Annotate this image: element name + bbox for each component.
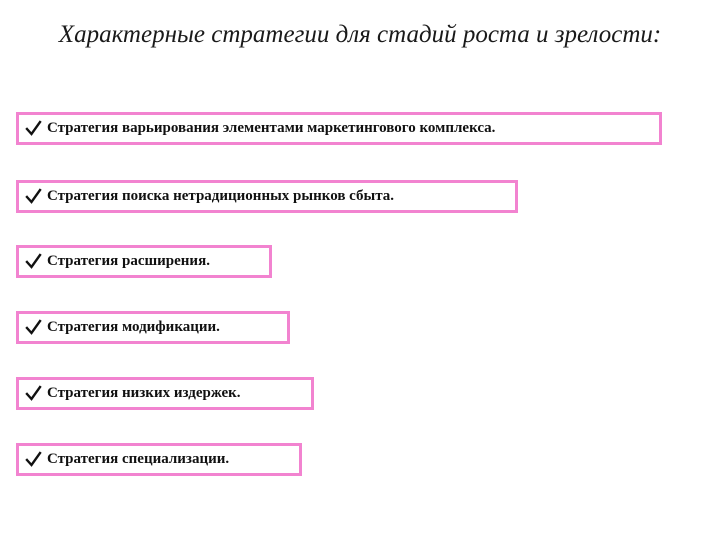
- checkmark-icon: [25, 319, 42, 336]
- checkmark-icon: [25, 385, 42, 402]
- strategy-item-modification: [16, 311, 290, 344]
- strategy-label: Стратегия модификации.: [47, 319, 220, 335]
- strategy-label: Стратегия расширения.: [47, 253, 210, 269]
- checkmark-icon: [25, 253, 42, 270]
- strategy-item-low-cost: [16, 377, 314, 410]
- strategy-item-varying-marketing-mix: [16, 112, 662, 145]
- strategy-label: Стратегия низких издержек.: [47, 385, 241, 401]
- checkmark-icon: [25, 188, 42, 205]
- strategy-label: Стратегия поиска нетрадиционных рынков сбыта.: [47, 188, 395, 204]
- checkmark-icon: [25, 451, 42, 468]
- strategy-item-expansion: [16, 245, 272, 278]
- slide-title: Характерные стратегии для стадий роста и зрелости:: [58, 21, 662, 48]
- strategy-item-nontraditional-markets: [16, 180, 518, 213]
- strategy-item-specialization: [16, 443, 302, 476]
- checkmark-icon: [25, 120, 42, 137]
- strategy-label: Стратегия варьирования элементами маркетингового комплекса.: [47, 120, 496, 136]
- strategy-label: Стратегия специализации.: [47, 451, 230, 467]
